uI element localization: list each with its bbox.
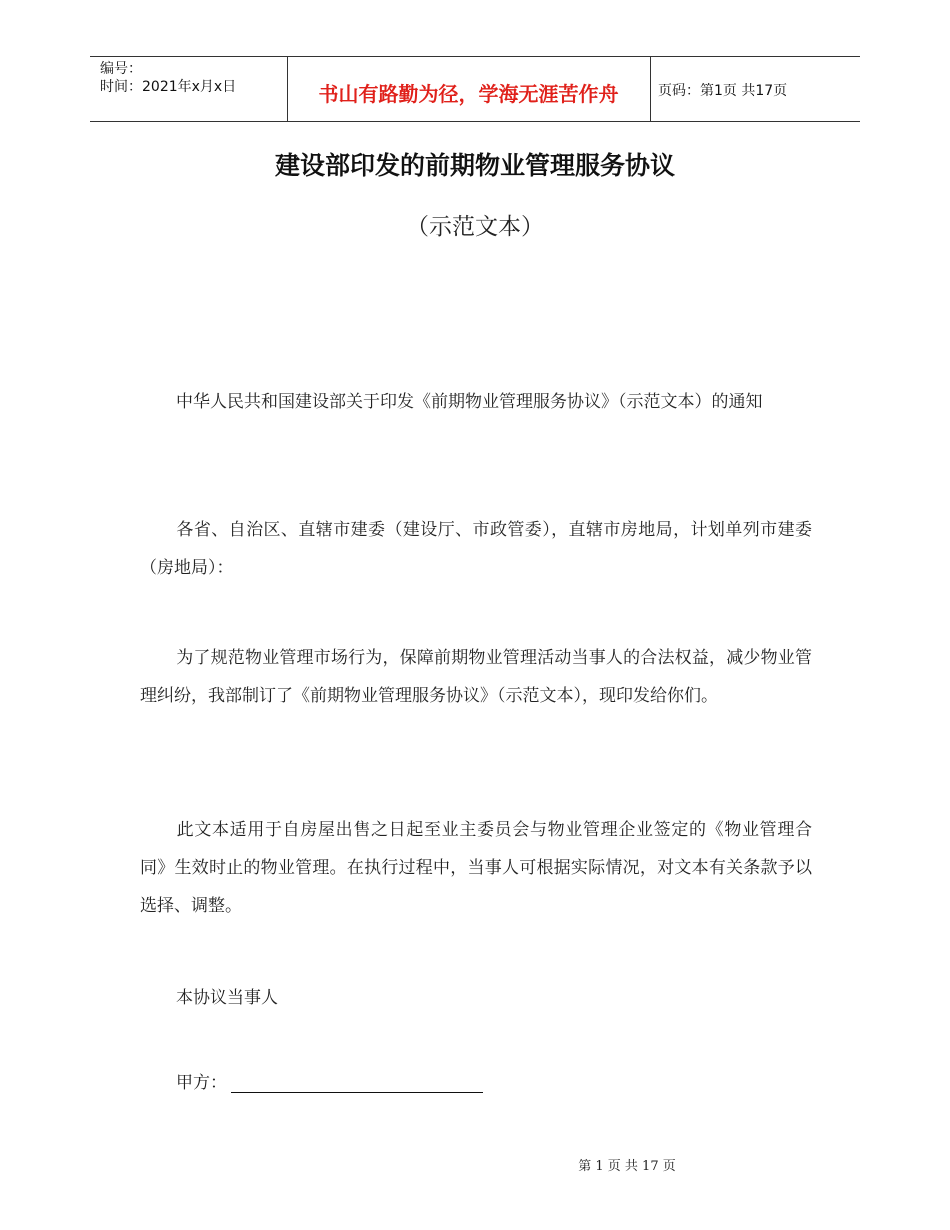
paragraph-text: 各省、自治区、直辖市建委（建设厅、市政管委），直辖市房地局，计划单列市建委（房地局）： [140, 520, 812, 578]
party-a-field [176, 1068, 483, 1093]
paragraph-text: 此文本适用于自房屋出售之日起至业主委员会与物业管理企业签定的《物业管理合同》生效时止的物业管理。在执行过程中，当事人可根据实际情况，对文本有关条款予以选择、调整。 [140, 820, 812, 916]
document-title: 建设部印发的前期物业管理服务协议 [274, 151, 675, 180]
header-page-info: 页码：第1页 共17页 [658, 83, 788, 99]
paragraph-text: 中华人民共和国建设部关于印发《前期物业管理服务协议》（示范文本）的通知 [176, 392, 763, 412]
document-time-label: 时间：2021年x月x日 [100, 79, 237, 95]
paragraph-purpose [140, 639, 812, 715]
page-footer: 第 1 页 共 17 页 [578, 1159, 676, 1174]
paragraph-parties-heading [140, 979, 812, 1017]
header-motto: 书山有路勤为径，学海无涯苦作舟 [318, 82, 619, 106]
header-top-rule [90, 56, 860, 57]
paragraph-text: 本协议当事人 [176, 988, 278, 1008]
party-a-blank-line [231, 1074, 483, 1093]
header-divider-right [650, 57, 651, 121]
header-bottom-rule [90, 121, 860, 122]
paragraph-text: 为了规范物业管理市场行为，保障前期物业管理活动当事人的合法权益，减少物业管理纠纷，我部制订了《前期物业管理服务协议》（示范文本），现印发给你们。 [140, 648, 812, 706]
paragraph-recipients [140, 511, 812, 587]
header-meta [100, 60, 236, 96]
party-a-label: 甲方： [176, 1073, 227, 1093]
document-subtitle: （示范文本） [406, 214, 544, 240]
paragraph-scope [140, 811, 812, 925]
document-number-label: 编号： [100, 61, 142, 77]
paragraph-notice-title [140, 383, 812, 421]
